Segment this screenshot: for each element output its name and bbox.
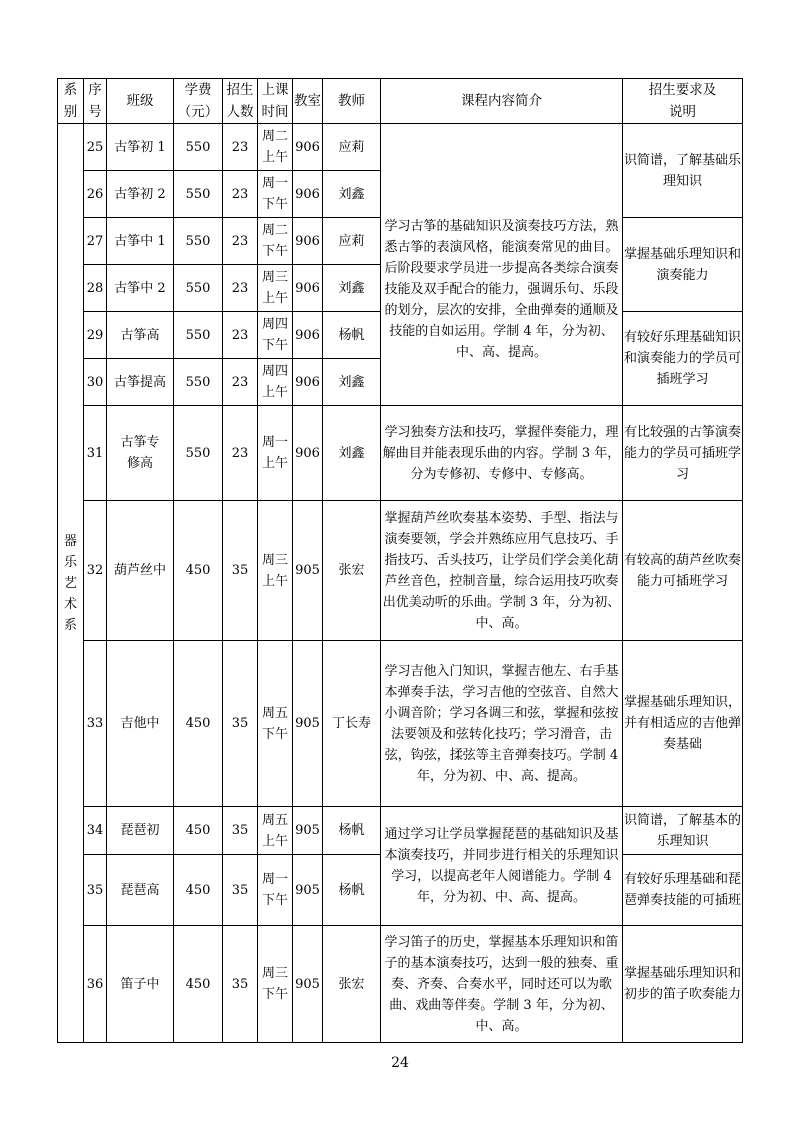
enroll-cell: 35 — [223, 855, 258, 926]
fee-cell: 450 — [174, 855, 223, 926]
teacher-cell: 丁长寿 — [323, 641, 381, 807]
seq-cell: 26 — [84, 171, 107, 218]
seq-cell: 34 — [84, 807, 107, 855]
fee-cell: 550 — [174, 171, 223, 218]
content-cell: 学习古筝的基础知识及演奏技巧方法，熟悉古筝的表演风格，能演奏常见的曲目。后阶段要求学员进一步提高各类综合演奏技能及双手配合的能力，强调乐句、乐段的划分，层次的安排，全曲弹奏的通顺及技能的自如运用。学制 4 年，分为初、中、高、提高。 — [381, 124, 623, 406]
table-row — [58, 501, 743, 641]
teacher-cell: 杨帆 — [323, 312, 381, 359]
header-content: 课程内容简介 — [381, 79, 623, 124]
teacher-cell: 应莉 — [323, 218, 381, 265]
room-cell: 906 — [293, 265, 323, 312]
fee-cell: 450 — [174, 926, 223, 1043]
class-cell: 古筝初 2 — [107, 171, 174, 218]
fee-cell: 550 — [174, 312, 223, 359]
content-cell: 学习笛子的历史，掌握基本乐理知识和笛子的基本演奏技巧，达到一般的独奏、重奏、齐奏、合奏水平，同时还可以为歌曲、戏曲等伴奏。学制 3 年，分为初、中、高。 — [381, 926, 623, 1043]
class-cell: 琵琶初 — [107, 807, 174, 855]
table-row — [58, 641, 743, 807]
requirement-cell: 掌握基础乐理知识，并有相适应的吉他弹奏基础 — [623, 641, 743, 807]
fee-cell: 550 — [174, 406, 223, 501]
time-cell: 周一下午 — [258, 855, 293, 926]
class-cell: 笛子中 — [107, 926, 174, 1043]
room-cell: 906 — [293, 312, 323, 359]
enroll-cell: 35 — [223, 641, 258, 807]
room-cell: 905 — [293, 501, 323, 641]
enroll-cell: 23 — [223, 124, 258, 171]
time-cell: 周三上午 — [258, 265, 293, 312]
time-cell: 周四下午 — [258, 312, 293, 359]
enroll-cell: 23 — [223, 359, 258, 406]
class-label: 古筝专修高 — [120, 435, 160, 471]
enroll-cell: 23 — [223, 406, 258, 501]
requirement-cell: 有较好乐理基础和琵琶弹奏技能的可插班 — [623, 855, 743, 926]
table-row — [58, 406, 743, 501]
time-cell: 周一下午 — [258, 171, 293, 218]
header-class: 班级 — [107, 79, 174, 124]
header-room: 教室 — [293, 79, 323, 124]
class-cell: 古筝中 1 — [107, 218, 174, 265]
enroll-cell: 23 — [223, 265, 258, 312]
requirement-cell: 有较好乐理基础知识和演奏能力的学员可插班学习 — [623, 312, 743, 406]
fee-cell: 550 — [174, 124, 223, 171]
header-req: 招生要求及说明 — [623, 79, 743, 124]
teacher-cell: 刘鑫 — [323, 265, 381, 312]
teacher-cell: 杨帆 — [323, 855, 381, 926]
room-cell: 906 — [293, 359, 323, 406]
seq-cell: 35 — [84, 855, 107, 926]
time-cell: 周二上午 — [258, 124, 293, 171]
teacher-cell: 杨帆 — [323, 807, 381, 855]
course-table — [57, 78, 743, 1043]
room-cell: 906 — [293, 218, 323, 265]
header-seq: 序号 — [84, 79, 107, 124]
content-cell: 掌握葫芦丝吹奏基本姿势、手型、指法与演奏要领，学会并熟练应用气息技巧、手指技巧、舌头技巧，让学员们学会美化葫芦丝音色，控制音量，综合运用技巧吹奏出优美动听的乐曲。学制 3 年，分为初、中、高。 — [381, 501, 623, 641]
teacher-cell: 应莉 — [323, 124, 381, 171]
requirement-cell: 识简谱，了解基础乐理知识 — [623, 124, 743, 218]
class-cell: 古筝初 1 — [107, 124, 174, 171]
enroll-cell: 23 — [223, 171, 258, 218]
teacher-cell: 刘鑫 — [323, 171, 381, 218]
room-cell: 906 — [293, 171, 323, 218]
content-cell: 学习吉他入门知识，掌握吉他左、右手基本弹奏手法，学习吉他的空弦音、自然大小调音阶；学习各调三和弦，掌握和弦按法要领及和弦转化技巧；学习滑音，击弦，钩弦，揉弦等主音弹奏技巧。学制 4 年，分为初、中、高、提高。 — [381, 641, 623, 807]
seq-cell: 33 — [84, 641, 107, 807]
fee-cell: 450 — [174, 501, 223, 641]
room-cell: 905 — [293, 926, 323, 1043]
enroll-cell: 35 — [223, 501, 258, 641]
content-cell: 学习独奏方法和技巧，掌握伴奏能力，理解曲目并能表现乐曲的内容。学制 3 年，分为专修初、专修中、专修高。 — [381, 406, 623, 501]
class-cell: 葫芦丝中 — [107, 501, 174, 641]
class-cell: 琵琶高 — [107, 855, 174, 926]
table-row — [58, 926, 743, 1043]
seq-cell: 31 — [84, 406, 107, 501]
time-cell: 周四上午 — [258, 359, 293, 406]
fee-cell: 550 — [174, 359, 223, 406]
seq-cell: 30 — [84, 359, 107, 406]
room-cell: 905 — [293, 807, 323, 855]
content-cell: 通过学习让学员掌握琵琶的基础知识及基本演奏技巧，并同步进行相关的乐理知识学习，以提高老年人阅谱能力。学制 4 年，分为初、中、高、提高。 — [381, 807, 623, 926]
time-cell: 周三上午 — [258, 501, 293, 641]
seq-cell: 28 — [84, 265, 107, 312]
header-teacher: 教师 — [323, 79, 381, 124]
department-label: 器乐艺术系 — [63, 533, 77, 633]
teacher-cell: 刘鑫 — [323, 406, 381, 501]
seq-cell: 27 — [84, 218, 107, 265]
requirement-cell: 有比较强的古筝演奏能力的学员可插班学习 — [623, 406, 743, 501]
seq-cell: 25 — [84, 124, 107, 171]
header-row — [58, 79, 743, 124]
fee-cell: 550 — [174, 218, 223, 265]
room-cell: 905 — [293, 855, 323, 926]
enroll-cell: 23 — [223, 312, 258, 359]
room-cell: 906 — [293, 124, 323, 171]
requirement-cell: 掌握基础乐理知识和初步的笛子吹奏能力 — [623, 926, 743, 1043]
seq-cell: 32 — [84, 501, 107, 641]
room-cell: 906 — [293, 406, 323, 501]
enroll-cell: 35 — [223, 807, 258, 855]
teacher-cell: 张宏 — [323, 926, 381, 1043]
fee-cell: 550 — [174, 265, 223, 312]
time-cell: 周三下午 — [258, 926, 293, 1043]
department-cell — [58, 124, 84, 1043]
class-cell: 古筝中 2 — [107, 265, 174, 312]
requirement-cell: 有较高的葫芦丝吹奏能力可插班学习 — [623, 501, 743, 641]
teacher-cell: 张宏 — [323, 501, 381, 641]
enroll-cell: 23 — [223, 218, 258, 265]
table-row — [58, 124, 743, 171]
class-cell: 吉他中 — [107, 641, 174, 807]
seq-cell: 29 — [84, 312, 107, 359]
class-cell — [107, 406, 174, 501]
class-cell: 古筝高 — [107, 312, 174, 359]
seq-cell: 36 — [84, 926, 107, 1043]
header-enroll: 招生人数 — [223, 79, 258, 124]
requirement-cell: 掌握基础乐理知识和演奏能力 — [623, 218, 743, 312]
teacher-cell: 刘鑫 — [323, 359, 381, 406]
page-number: 24 — [391, 1055, 409, 1071]
class-cell: 古筝提高 — [107, 359, 174, 406]
requirement-cell: 识简谱，了解基本的乐理知识 — [623, 807, 743, 855]
enroll-cell: 35 — [223, 926, 258, 1043]
time-cell: 周二下午 — [258, 218, 293, 265]
header-dept: 系别 — [58, 79, 84, 124]
time-cell: 周一上午 — [258, 406, 293, 501]
time-cell: 周五下午 — [258, 641, 293, 807]
header-time: 上课时间 — [258, 79, 293, 124]
header-fee: 学费（元） — [174, 79, 223, 124]
fee-cell: 450 — [174, 807, 223, 855]
fee-cell: 450 — [174, 641, 223, 807]
table-row — [58, 807, 743, 855]
room-cell: 905 — [293, 641, 323, 807]
time-cell: 周五上午 — [258, 807, 293, 855]
